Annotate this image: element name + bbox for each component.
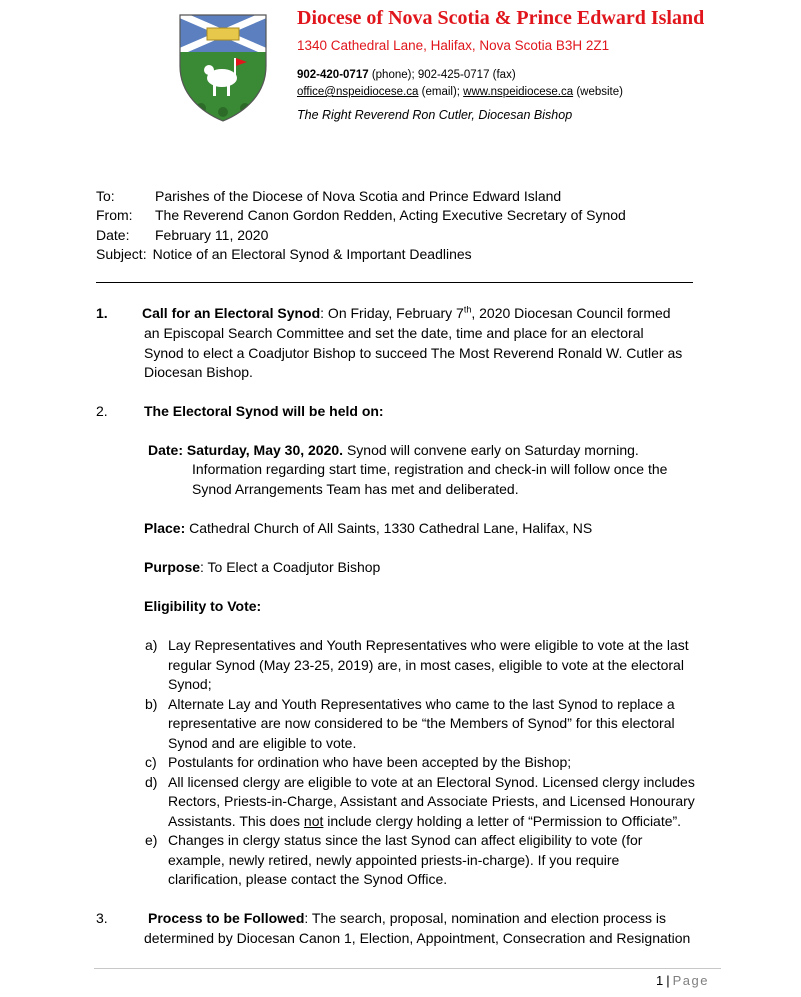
memo-subject-label: Subject: (96, 246, 147, 262)
memo-date-value: February 11, 2020 (155, 227, 269, 243)
organization-name: Diocese of Nova Scotia & Prince Edward Island (297, 7, 705, 29)
section-1-line-1 (142, 304, 671, 324)
memo-date-label: Date: (96, 227, 130, 243)
page-footer (656, 971, 709, 991)
section-3-line-2: determined by Diocesan Canon 1, Election, Appointment, Consecration and Resignation (144, 930, 691, 946)
list-item-b-line-2: representative are now considered to be “the Members of Synod” for this electoral (168, 715, 675, 731)
section-2-title: The Electoral Synod will be held on: (144, 403, 384, 419)
memo-subject (96, 245, 472, 265)
list-item-e-line-3: clarification, please contact the Synod Office. (168, 871, 448, 887)
synod-place-label: Place: (144, 520, 186, 536)
list-item-marker: a) (145, 637, 158, 653)
synod-date-text: Synod will convene early on Saturday morning. (343, 442, 639, 458)
memo-to-label: To: (96, 188, 115, 204)
phone-suffix: (phone); 902-425-0717 (fax) (368, 69, 516, 81)
synod-place-text: Cathedral Church of All Saints, 1330 Cathedral Lane, Halifax, NS (185, 520, 593, 536)
header-divider (96, 282, 693, 283)
list-item-d-text: Assistants. This does (168, 813, 304, 829)
list-item-e-line-1: Changes in clergy status since the last Synod can affect eligibility to vote (for (168, 832, 643, 848)
list-item-d-line-3 (168, 812, 681, 832)
list-item-a-line-1: Lay Representatives and Youth Representatives who were eligible to vote at the last (168, 637, 689, 653)
memo-date (96, 226, 268, 246)
list-item-c-line-1: Postulants for ordination who have been accepted by the Bishop; (168, 754, 572, 770)
list-item-a-line-3: Synod; (168, 676, 212, 692)
list-item-marker: d) (145, 774, 158, 790)
page-label: Page (672, 973, 709, 988)
synod-date-line (148, 441, 639, 461)
list-item-d-line-2: Rectors, Priests-in-Charge, Assistant and Associate Priests, and Licensed Honourary (168, 793, 695, 809)
list-item-marker: c) (145, 754, 157, 770)
memo-to (96, 187, 561, 207)
contact-email-line (297, 83, 623, 103)
footer-divider (94, 968, 721, 969)
memo-from-value: The Reverend Canon Gordon Redden, Acting Executive Secretary of Synod (155, 207, 626, 223)
section-1-line-3: Synod to elect a Coadjutor Bishop to succeed The Most Reverend Ronald W. Cutler as (144, 345, 683, 361)
website-suffix: (website) (573, 86, 623, 98)
section-3-text: : The search, proposal, nomination and election process is (304, 910, 666, 926)
section-1-text: : On Friday, February 7 (320, 305, 464, 321)
memo-from-label: From: (96, 207, 133, 223)
section-1-line-4: Diocesan Bishop. (144, 364, 253, 380)
email-link[interactable]: office@nspeidiocese.ca (297, 86, 419, 98)
memo-to-value: Parishes of the Diocese of Nova Scotia and Prince Edward Island (155, 188, 562, 204)
list-item-e-line-2: example, newly retired, newly appointed priests-in-charge). If you require (168, 852, 620, 868)
section-1-number: 1. (96, 305, 108, 321)
email-suffix: (email); (418, 86, 464, 98)
synod-purpose-line (144, 558, 380, 578)
page-separator: | (666, 973, 670, 988)
section-3-title: Process to be Followed (148, 910, 305, 926)
section-3-number: 3. (96, 910, 108, 926)
eligibility-heading: Eligibility to Vote: (144, 598, 262, 614)
organization-address: 1340 Cathedral Lane, Halifax, Nova Scotia B3H 2Z1 (297, 38, 610, 53)
synod-date-line-2: Information regarding start time, registration and check-in will follow once the (192, 461, 668, 477)
section-1-line-2: an Episcopal Search Committee and set the date, time and place for an electoral (144, 325, 644, 341)
memo-subject-value: Notice of an Electoral Synod & Important Deadlines (152, 246, 472, 262)
diocesan-shield-icon (179, 14, 267, 122)
ordinal-suffix: th (463, 304, 472, 315)
section-3-line-1 (148, 909, 666, 929)
phone-number: 902-420-0717 (297, 69, 369, 81)
list-item-d-line-1: All licensed clergy are eligible to vote at an Electoral Synod. Licensed clergy includes (168, 774, 695, 790)
section-1-text-cont: , 2020 Diocesan Council formed (471, 305, 671, 321)
list-item-a-line-2: regular Synod (May 23-25, 2019) are, in most cases, eligible to vote at the electoral (168, 657, 684, 673)
list-item-marker: b) (145, 696, 158, 712)
synod-purpose-text: : To Elect a Coadjutor Bishop (200, 559, 381, 575)
website-link[interactable]: www.nspeidiocese.ca (463, 86, 574, 98)
synod-date-label: Date: Saturday, May 30, 2020. (148, 442, 344, 458)
memo-from (96, 206, 626, 226)
synod-purpose-label: Purpose (144, 559, 201, 575)
list-item-marker: e) (145, 832, 158, 848)
list-item-d-text-cont: include clergy holding a letter of “Permission to Officiate”. (323, 813, 682, 829)
synod-date-line-3: Synod Arrangements Team has met and deliberated. (192, 481, 519, 497)
section-2-number: 2. (96, 403, 108, 419)
section-1-title: Call for an Electoral Synod (142, 305, 321, 321)
emphasis-not: not (303, 813, 324, 829)
list-item-b-line-1: Alternate Lay and Youth Representatives who came to the last Synod to replace a (168, 696, 675, 712)
bishop-name: The Right Reverend Ron Cutler, Diocesan Bishop (297, 108, 573, 122)
list-item-b-line-3: Synod and are eligible to vote. (168, 735, 357, 751)
synod-place-line (144, 519, 592, 539)
page-number: 1 (656, 973, 664, 988)
